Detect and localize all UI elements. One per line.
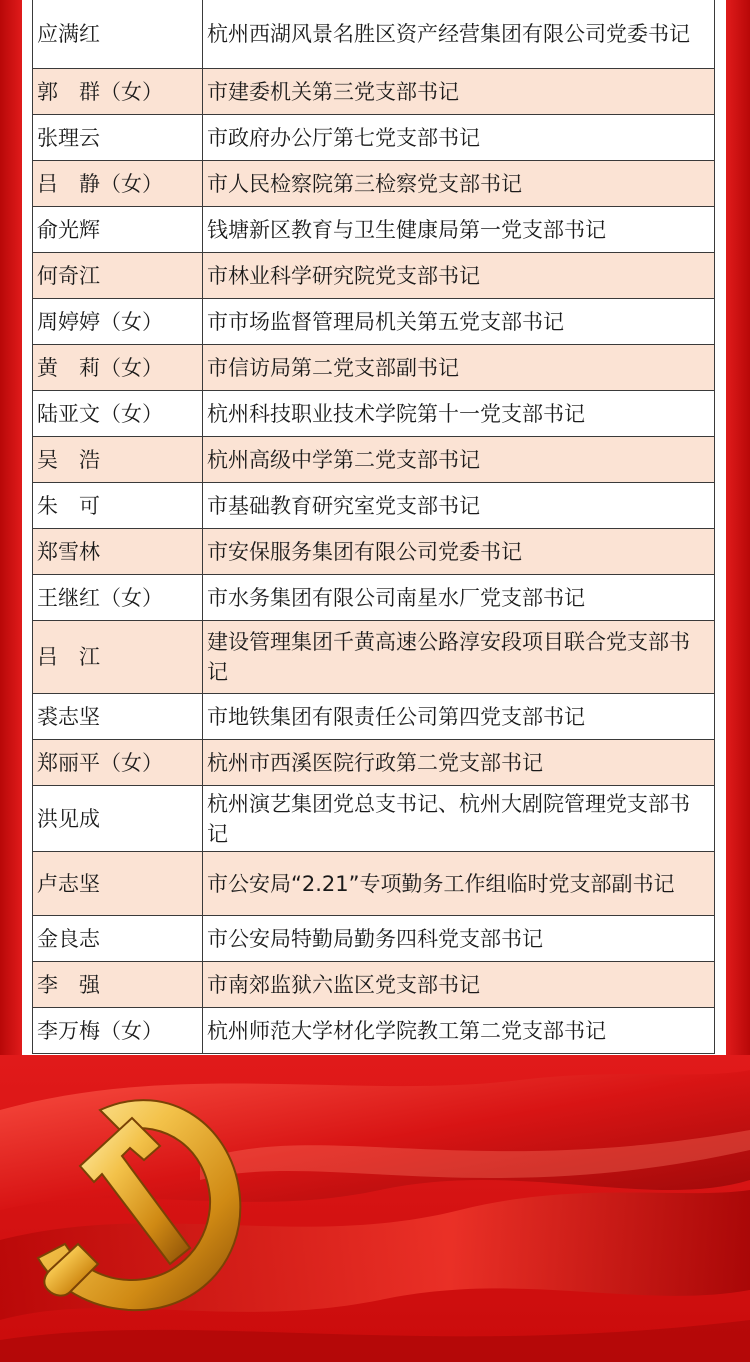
unit-cell: 杭州西湖风景名胜区资产经营集团有限公司党委书记 <box>203 0 715 69</box>
unit-cell: 市林业科学研究院党支部书记 <box>203 253 715 299</box>
name-cell: 裘志坚 <box>33 694 203 740</box>
name-cell: 郭 群（女） <box>33 69 203 115</box>
name-cell: 吕 静（女） <box>33 161 203 207</box>
name-cell: 张理云 <box>33 115 203 161</box>
red-flag-banner <box>0 1040 750 1362</box>
table-row <box>33 69 715 115</box>
table-row <box>33 0 715 69</box>
unit-cell: 市南郊监狱六监区党支部书记 <box>203 962 715 1008</box>
table-row <box>33 740 715 786</box>
table-row <box>33 115 715 161</box>
table-row <box>33 916 715 962</box>
roster-table <box>32 0 715 1054</box>
name-cell: 卢志坚 <box>33 852 203 916</box>
name-cell: 郑雪林 <box>33 529 203 575</box>
unit-cell: 杭州市西溪医院行政第二党支部书记 <box>203 740 715 786</box>
unit-cell: 市安保服务集团有限公司党委书记 <box>203 529 715 575</box>
unit-cell: 市信访局第二党支部副书记 <box>203 345 715 391</box>
table-row <box>33 345 715 391</box>
unit-cell: 建设管理集团千黄高速公路淳安段项目联合党支部书记 <box>203 621 715 694</box>
name-cell: 陆亚文（女） <box>33 391 203 437</box>
name-cell: 俞光辉 <box>33 207 203 253</box>
table-row <box>33 852 715 916</box>
table-row <box>33 483 715 529</box>
name-cell: 黄 莉（女） <box>33 345 203 391</box>
unit-cell: 市市场监督管理局机关第五党支部书记 <box>203 299 715 345</box>
left-red-border <box>0 0 22 1055</box>
unit-cell: 市人民检察院第三检察党支部书记 <box>203 161 715 207</box>
name-cell: 周婷婷（女） <box>33 299 203 345</box>
name-cell: 朱 可 <box>33 483 203 529</box>
name-cell: 何奇江 <box>33 253 203 299</box>
unit-cell: 市基础教育研究室党支部书记 <box>203 483 715 529</box>
name-cell: 吕 江 <box>33 621 203 694</box>
name-cell: 洪见成 <box>33 786 203 852</box>
unit-cell: 市政府办公厅第七党支部书记 <box>203 115 715 161</box>
name-cell: 李万梅（女） <box>33 1008 203 1054</box>
table-row <box>33 299 715 345</box>
unit-cell: 市建委机关第三党支部书记 <box>203 69 715 115</box>
roster-body <box>33 0 715 1054</box>
table-row <box>33 391 715 437</box>
table-row <box>33 694 715 740</box>
name-cell: 金良志 <box>33 916 203 962</box>
name-cell: 吴 浩 <box>33 437 203 483</box>
table-row <box>33 437 715 483</box>
right-red-border <box>726 0 750 1055</box>
unit-cell: 钱塘新区教育与卫生健康局第一党支部书记 <box>203 207 715 253</box>
unit-cell: 杭州科技职业技术学院第十一党支部书记 <box>203 391 715 437</box>
table-row <box>33 962 715 1008</box>
table-row <box>33 786 715 852</box>
table-row <box>33 253 715 299</box>
unit-cell: 杭州师范大学材化学院教工第二党支部书记 <box>203 1008 715 1054</box>
unit-cell: 市公安局特勤局勤务四科党支部书记 <box>203 916 715 962</box>
table-row <box>33 529 715 575</box>
name-cell: 王继红（女） <box>33 575 203 621</box>
unit-cell: 杭州高级中学第二党支部书记 <box>203 437 715 483</box>
unit-cell: 市地铁集团有限责任公司第四党支部书记 <box>203 694 715 740</box>
unit-cell: 市公安局“2.21”专项勤务工作组临时党支部副书记 <box>203 852 715 916</box>
unit-cell: 杭州演艺集团党总支书记、杭州大剧院管理党支部书记 <box>203 786 715 852</box>
name-cell: 郑丽平（女） <box>33 740 203 786</box>
name-cell: 李 强 <box>33 962 203 1008</box>
name-cell: 应满红 <box>33 0 203 69</box>
table-row <box>33 575 715 621</box>
table-row <box>33 621 715 694</box>
table-row <box>33 207 715 253</box>
unit-cell: 市水务集团有限公司南星水厂党支部书记 <box>203 575 715 621</box>
table-row <box>33 161 715 207</box>
